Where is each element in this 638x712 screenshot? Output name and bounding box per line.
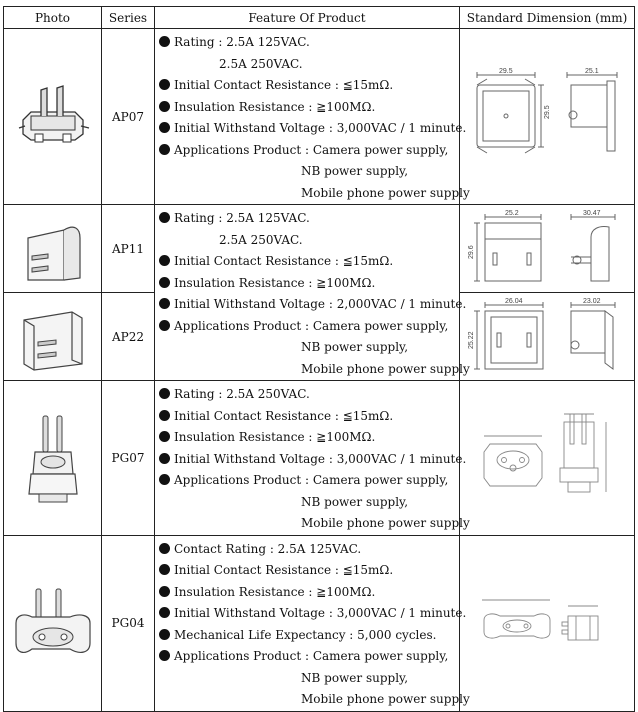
bullet-icon [159,607,170,618]
dim-width-label: 29.5 [499,67,513,75]
feature-item-continued: NB power supply, [301,494,409,509]
photo-cell [4,29,102,205]
series-cell: PG07 [102,381,155,536]
bullet-icon [159,212,170,223]
feature-item-continued: 2.5A 250VAC. [219,232,303,247]
bullet-icon [159,431,170,442]
dim-depth-label: 30.47 [583,209,601,217]
feature-item: Initial Withstand Voltage : 3,000VAC / 1 minute. [159,449,459,471]
feature-item: Applications Product : Camera power supply, [159,140,459,162]
bullet-icon [159,101,170,112]
pg07-plug-photo [23,410,83,506]
bullet-icon [159,453,170,464]
bullet-icon [159,410,170,421]
bullet-icon [159,255,170,266]
ap22-dimension-drawing [467,297,627,377]
dim-height-label: 29.6 [468,244,475,259]
feature-item: Insulation Resistance : ≧100MΩ. [159,427,459,449]
dimension-cell [460,205,635,293]
header-feature: Feature Of Product [155,7,460,29]
feature-item: Contact Rating : 2.5A 125VAC. [159,539,459,561]
feature-item: Applications Product : Camera power supply, [159,470,459,492]
series-cell: AP11 [102,205,155,293]
header-series: Series [102,7,155,29]
dimension-cell [460,381,635,536]
header-row [4,7,635,29]
table-row-ap11 [4,205,635,293]
feature-item: Applications Product : Camera power supply, [159,646,459,668]
feature-item-continued: NB power supply, [301,670,409,685]
bullet-icon [159,586,170,597]
feature-item: Initial Withstand Voltage : 2,000VAC / 1 minute. [159,294,459,316]
table-row-pg07 [4,381,635,536]
dimension-cell [460,29,635,205]
ap11-dimension-drawing [467,209,627,289]
dim-depth-label: 23.02 [583,297,601,305]
bullet-icon [159,564,170,575]
pg07-dimension-drawing [472,408,622,508]
dim-width-label: 25.2 [505,209,519,217]
photo-cell [4,535,102,711]
series-cell: AP22 [102,293,155,381]
ap07-plug-photo [13,82,93,152]
feature-item: Initial Contact Resistance : ≦15mΩ. [159,251,459,273]
bullet-icon [159,79,170,90]
feature-item: Applications Product : Camera power supply, [159,316,459,338]
series-cell: PG04 [102,535,155,711]
ap22-plug-photo [16,302,90,372]
bullet-icon [159,320,170,331]
series-cell: AP07 [102,29,155,205]
pg04-dimension-drawing [472,588,622,658]
feature-item-continued: Mobile phone power supply [301,185,470,200]
feature-item: Initial Contact Resistance : ≦15mΩ. [159,406,459,428]
header-dimension: Standard Dimension (mm) [460,7,635,29]
table-row-pg04 [4,535,635,711]
dim-height-label: 29.5 [544,104,551,119]
table-row-ap07 [4,29,635,205]
dim-width-label: 26.04 [505,297,523,305]
photo-cell [4,205,102,293]
feature-item-continued: Mobile phone power supply [301,361,470,376]
photo-cell [4,293,102,381]
feature-item-continued: Mobile phone power supply [301,516,470,530]
feature-item: Rating : 2.5A 250VAC. [159,384,459,406]
feature-item-continued: NB power supply, [301,164,409,178]
feature-cell [155,381,470,536]
photo-cell [4,381,102,536]
ap07-dimension-drawing [467,67,627,167]
bullet-icon [159,277,170,288]
feature-item-continued: Mobile phone power supply [301,692,470,706]
dim-height-label: 25.22 [468,330,475,349]
feature-item: Insulation Resistance : ≧100MΩ. [159,582,459,604]
bullet-icon [159,36,170,47]
bullet-icon [159,122,170,133]
feature-cell [155,205,470,381]
header-photo: Photo [4,7,102,29]
dimension-cell [460,293,635,381]
feature-item: Initial Withstand Voltage : 3,000VAC / 1 minute. [159,603,459,625]
feature-item-continued: 2.5A 250VAC. [219,56,303,71]
ap11-plug-photo [18,214,88,284]
feature-item: Initial Contact Resistance : ≦15mΩ. [159,75,459,97]
bullet-icon [159,144,170,155]
feature-cell [155,535,470,711]
bullet-icon [159,388,170,399]
feature-item: Rating : 2.5A 125VAC. [159,208,459,230]
bullet-icon [159,298,170,309]
feature-item: Rating : 2.5A 125VAC. [159,32,459,54]
bullet-icon [159,650,170,661]
feature-item: Initial Contact Resistance : ≦15mΩ. [159,560,459,582]
dim-depth-label: 25.1 [585,67,599,75]
bullet-icon [159,543,170,554]
feature-item: Insulation Resistance : ≧100MΩ. [159,97,459,119]
feature-item-continued: NB power supply, [301,340,409,354]
dimension-cell [460,535,635,711]
feature-item: Initial Withstand Voltage : 3,000VAC / 1 minute. [159,118,459,140]
feature-item: Insulation Resistance : ≧100MΩ. [159,273,459,295]
bullet-icon [159,474,170,485]
feature-item: Mechanical Life Expectancy : 5,000 cycles. [159,625,459,647]
bullet-icon [159,629,170,640]
pg04-plug-photo [10,583,96,663]
feature-cell [155,29,470,205]
product-spec-table [3,6,635,712]
